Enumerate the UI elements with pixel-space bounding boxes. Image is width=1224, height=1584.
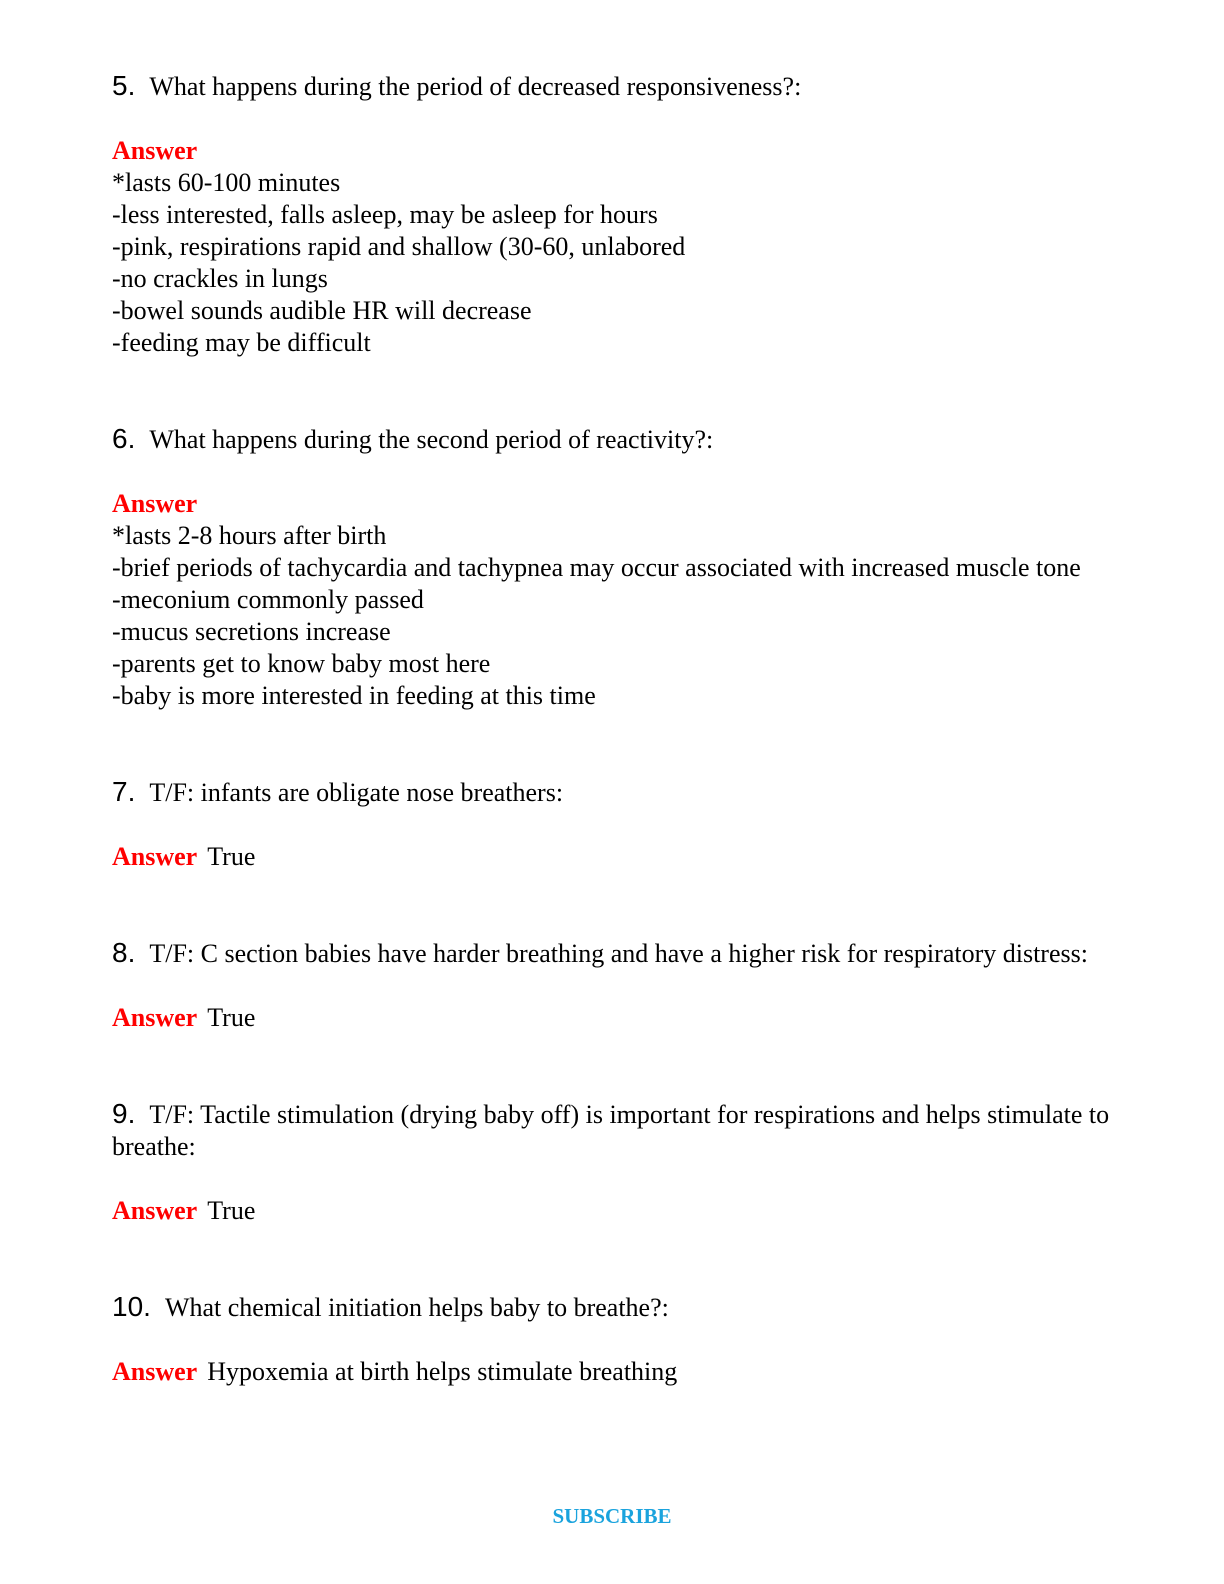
answer-label: Answer xyxy=(112,136,198,165)
question-number: 10. xyxy=(112,1291,151,1322)
question-number: 6. xyxy=(112,423,136,454)
answer-text: True xyxy=(207,1003,256,1032)
answer-block xyxy=(112,488,1112,712)
question-item xyxy=(112,1291,1112,1388)
question-item xyxy=(112,937,1112,1034)
question-text: What chemical initiation helps baby to breathe?: xyxy=(164,1293,669,1322)
answer-line: -baby is more interested in feeding at this time xyxy=(112,681,596,710)
question-item xyxy=(112,776,1112,873)
spacer xyxy=(112,1227,1112,1291)
spacer xyxy=(112,712,1112,776)
question-line xyxy=(112,937,1112,970)
answer-line: *lasts 60-100 minutes xyxy=(112,168,341,197)
answer-line: -bowel sounds audible HR will decrease xyxy=(112,296,532,325)
answer-block xyxy=(112,1002,1112,1034)
answer-line: -meconium commonly passed xyxy=(112,585,424,614)
question-item xyxy=(112,423,1112,712)
answer-line: -less interested, falls asleep, may be asleep for hours xyxy=(112,200,658,229)
spacer xyxy=(112,359,1112,423)
answer-text: Hypoxemia at birth helps stimulate breathing xyxy=(207,1357,678,1386)
question-number: 8. xyxy=(112,937,136,968)
spacer xyxy=(112,873,1112,937)
question-line xyxy=(112,1291,1112,1324)
question-item xyxy=(112,1098,1112,1227)
answer-block xyxy=(112,1195,1112,1227)
document-body xyxy=(112,70,1112,1388)
question-text: T/F: C section babies have harder breathing and have a higher risk for respiratory distress: xyxy=(149,939,1088,968)
question-line xyxy=(112,776,1112,809)
answer-line: -no crackles in lungs xyxy=(112,264,328,293)
answer-label: Answer xyxy=(112,1357,198,1386)
answer-line: -brief periods of tachycardia and tachypnea may occur associated with increased muscle tone xyxy=(112,553,1081,582)
question-number: 9. xyxy=(112,1098,136,1129)
question-line xyxy=(112,70,1112,103)
question-text: What happens during the second period of reactivity?: xyxy=(149,425,714,454)
question-number: 7. xyxy=(112,776,136,807)
subscribe-link[interactable]: SUBSCRIBE xyxy=(552,1504,672,1528)
answer-block xyxy=(112,841,1112,873)
answer-label: Answer xyxy=(112,489,198,518)
question-number: 5. xyxy=(112,70,136,101)
answer-text: True xyxy=(207,1196,256,1225)
question-text: T/F: infants are obligate nose breathers: xyxy=(149,778,564,807)
answer-line: *lasts 2-8 hours after birth xyxy=(112,521,387,550)
answer-label: Answer xyxy=(112,1003,198,1032)
answer-block xyxy=(112,135,1112,359)
answer-line: -mucus secretions increase xyxy=(112,617,391,646)
spacer xyxy=(112,1034,1112,1098)
answer-line: -parents get to know baby most here xyxy=(112,649,491,678)
answer-text: True xyxy=(207,842,256,871)
answer-line: -feeding may be difficult xyxy=(112,328,371,357)
question-line xyxy=(112,423,1112,456)
answer-label: Answer xyxy=(112,1196,198,1225)
question-text: What happens during the period of decreased responsiveness?: xyxy=(149,72,802,101)
question-line xyxy=(112,1098,1112,1163)
question-text: T/F: Tactile stimulation (drying baby off) is important for respirations and helps stimulate to breathe: xyxy=(112,1100,1110,1161)
question-item xyxy=(112,70,1112,359)
answer-block xyxy=(112,1356,1112,1388)
answer-line: -pink, respirations rapid and shallow (30-60, unlabored xyxy=(112,232,686,261)
answer-label: Answer xyxy=(112,842,198,871)
